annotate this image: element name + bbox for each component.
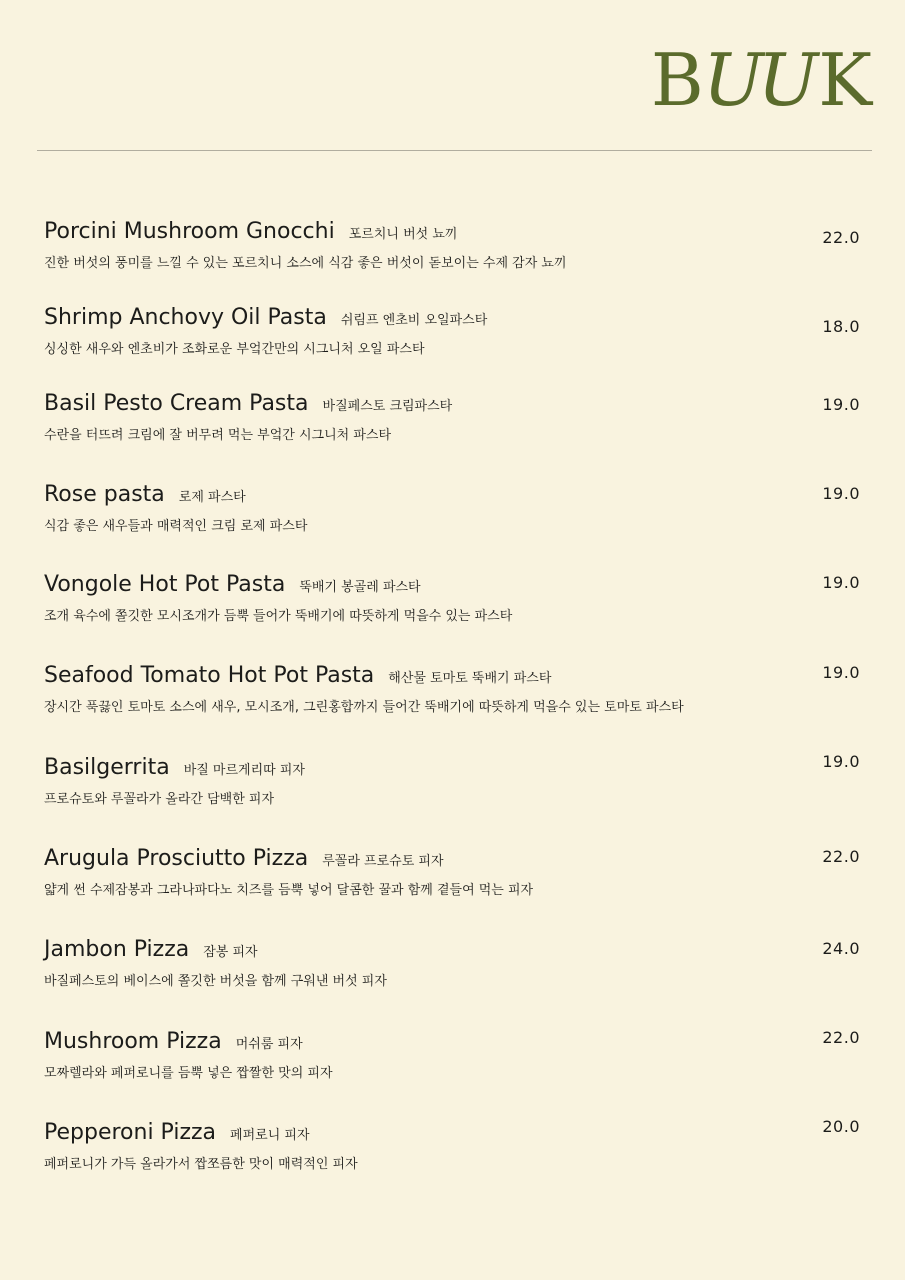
- menu-item-description: 프로슈토와 루꼴라가 올라간 담백한 피자: [44, 792, 275, 807]
- menu-item-price: 22.0: [822, 847, 860, 866]
- menu-item-name-ko: 뚝배기 봉골레 파스타: [299, 580, 421, 595]
- menu-item-price: 22.0: [822, 1028, 860, 1047]
- menu-item-price: 18.0: [822, 317, 860, 336]
- menu-item-price: 19.0: [822, 663, 860, 682]
- menu-item-name-en: Seafood Tomato Hot Pot Pasta: [44, 663, 375, 688]
- brand-letter-k: K: [818, 38, 871, 122]
- brand-logo: [650, 38, 871, 122]
- menu-item-name-en: Basil Pesto Cream Pasta: [44, 391, 309, 416]
- menu-item-name-en: Vongole Hot Pot Pasta: [44, 572, 286, 597]
- menu-item-seafood-tomato: [44, 663, 864, 733]
- menu-item-price: 19.0: [822, 752, 860, 771]
- menu-item-basilgerrita: [44, 752, 864, 825]
- menu-item-name-en: Jambon Pizza: [44, 937, 190, 962]
- menu-item-name-en: Rose pasta: [44, 482, 165, 507]
- menu-item-name-en: Mushroom Pizza: [44, 1029, 222, 1054]
- menu-item-price: 24.0: [822, 939, 860, 958]
- menu-item-price: 19.0: [822, 484, 860, 503]
- menu-item-shrimp-anchovy: [44, 305, 864, 375]
- menu-item-description: 조개 육수에 쫄깃한 모시조개가 듬뿍 들어가 뚝배기에 따뜻하게 먹을수 있는 파스타: [44, 609, 513, 624]
- menu-item-price: 20.0: [822, 1117, 860, 1136]
- menu-item-description: 싱싱한 새우와 엔초비가 조화로운 부엌간만의 시그니처 오일 파스타: [44, 342, 425, 357]
- menu-item-porcini-gnocchi: [44, 219, 864, 289]
- menu-item-name-en: Shrimp Anchovy Oil Pasta: [44, 305, 327, 330]
- menu-item-name-ko: 포르치니 버섯 뇨끼: [348, 227, 458, 242]
- menu-item-name-ko: 해산물 토마토 뚝배기 파스타: [388, 671, 552, 686]
- menu-item-name-ko: 로제 파스타: [178, 490, 246, 505]
- menu-item-price: 19.0: [822, 395, 860, 414]
- menu-item-description: 진한 버섯의 풍미를 느낄 수 있는 포르치니 소스에 식감 좋은 버섯이 돋보이는 수제 감자 뇨끼: [44, 256, 567, 271]
- menu-item-name-en: Arugula Prosciutto Pizza: [44, 846, 309, 871]
- menu-item-arugula-prosciutto: [44, 846, 864, 916]
- menu-item-description: 바질페스토의 베이스에 쫄깃한 버섯을 함께 구워낸 버섯 피자: [44, 974, 387, 989]
- menu-item-name-en: Pepperoni Pizza: [44, 1120, 217, 1145]
- menu-item-name-ko: 루꼴라 프로슈토 피자: [322, 854, 444, 869]
- menu-item-price: 19.0: [822, 573, 860, 592]
- menu-item-name-ko: 머쉬룸 피자: [235, 1037, 303, 1052]
- menu-item-description: 모짜렐라와 페퍼로니를 듬뿍 넣은 짭짤한 맛의 피자: [44, 1066, 333, 1081]
- brand-letter-b: B: [650, 38, 703, 122]
- menu-item-description: 얇게 썬 수제잠봉과 그라나파다노 치즈를 듬뿍 넣어 달콤한 꿀과 함께 곁들여 먹는 피자: [44, 883, 534, 898]
- menu-item-name-ko: 바질페스토 크림파스타: [322, 399, 453, 414]
- menu-item-description: 장시간 푹끓인 토마토 소스에 새우, 모시조개, 그린홍합까지 들어간 뚝배기에 따뜻하게 먹을수 있는 토마토 파스타: [44, 700, 684, 715]
- header-divider: [37, 150, 872, 151]
- menu-item-vongole: [44, 572, 864, 642]
- menu-item-price: 22.0: [822, 228, 860, 247]
- menu-item-name-ko: 페퍼로니 피자: [230, 1128, 310, 1143]
- menu-item-description: 페퍼로니가 가득 올라가서 짭쪼름한 맛이 매력적인 피자: [44, 1157, 358, 1172]
- menu-item-mushroom-pizza: [44, 1029, 864, 1099]
- menu-item-description: 수란을 터뜨려 크림에 잘 버무려 먹는 부엌간 시그니처 파스타: [44, 428, 392, 443]
- menu-item-description: 식감 좋은 새우들과 매력적인 크림 로제 파스타: [44, 519, 308, 534]
- menu-item-name-en: Porcini Mushroom Gnocchi: [44, 219, 335, 244]
- menu-item-name-ko: 쉬림프 엔초비 오일파스타: [340, 313, 488, 328]
- menu-item-name-ko: 바질 마르게리따 피자: [183, 763, 305, 778]
- menu-item-rose-pasta: [44, 482, 864, 552]
- menu-item-pepperoni-pizza: [44, 1117, 864, 1190]
- menu-item-name-en: Basilgerrita: [44, 755, 170, 780]
- brand-letters-uu: UU: [702, 38, 813, 122]
- menu-item-jambon-pizza: [44, 937, 864, 1007]
- menu-item-name-ko: 잠봉 피자: [203, 945, 258, 960]
- menu-item-basil-pesto: [44, 391, 864, 461]
